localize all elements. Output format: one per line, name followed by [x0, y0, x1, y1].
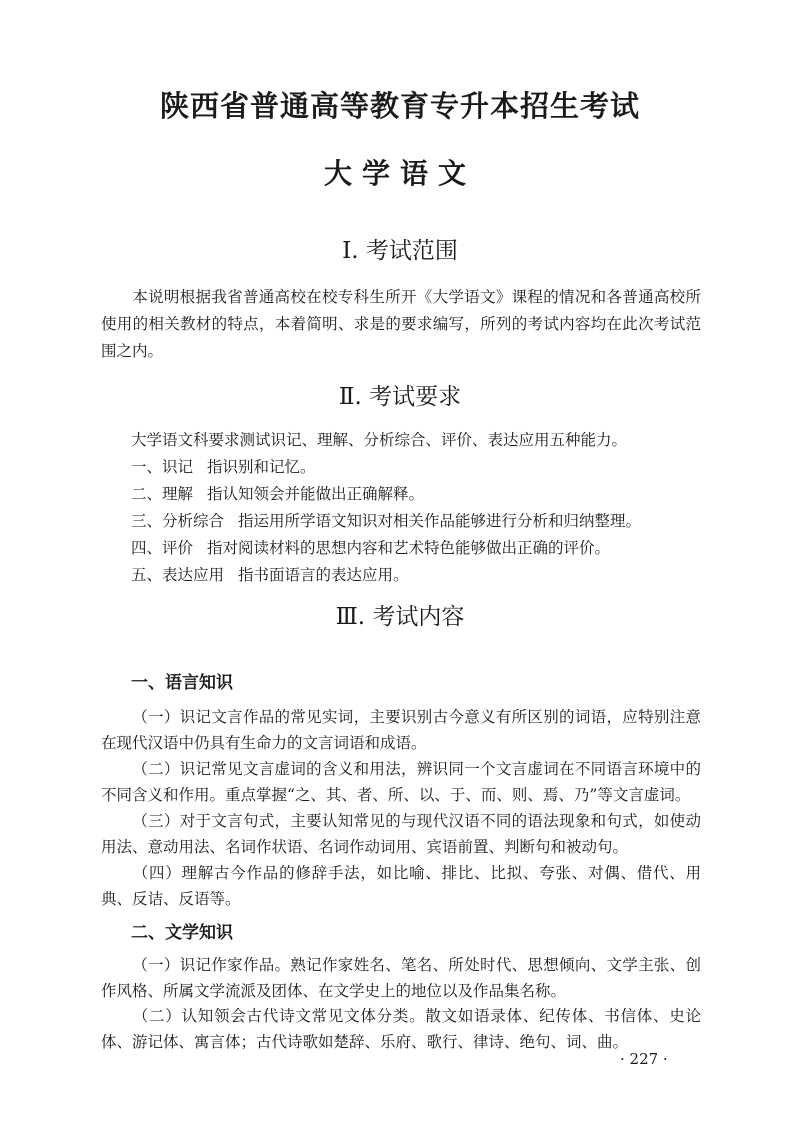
language-paragraph-text: （四）理解古今作品的修辞手法，如比喻、排比、比拟、夸张、对偶、借代、用典、反诘、反语等。 — [101, 864, 701, 908]
literature-paragraph — [101, 1003, 701, 1055]
page-number: · 227 · — [620, 1050, 668, 1068]
literature-paragraph-text: （二）认知领会古代诗文常见文体分类。散文如语录体、纪传体、书信体、史论体、游记体、寓言体；古代诗歌如楚辞、乐府、歌行、律诗、绝句、词、曲。 — [101, 1007, 701, 1051]
subsection-heading-literature: 二、文学知识 — [131, 923, 233, 943]
requirement-desc: 指运用所学语文知识对相关作品能够进行分析和归纳整理。 — [238, 512, 642, 530]
requirement-term: 五、表达应用 — [131, 566, 225, 584]
requirement-term: 二、理解 — [131, 485, 194, 503]
language-paragraph — [101, 704, 701, 756]
requirement-term: 三、分析综合 — [131, 512, 225, 530]
requirement-desc: 指认知领会并能做出正确解释。 — [207, 485, 425, 503]
requirement-item — [131, 454, 711, 481]
section-heading-content: Ⅲ. 考试内容 — [335, 604, 465, 630]
subject-title: 大学语文 — [323, 157, 476, 190]
language-paragraph — [101, 860, 701, 912]
subsection-heading-language: 一、语言知识 — [131, 673, 233, 693]
requirement-desc: 指对阅读材料的思想内容和艺术特色能够做出正确的评价。 — [207, 539, 611, 557]
requirements-intro: 大学语文科要求测试识记、理解、分析综合、评价、表达应用五种能力。 — [131, 431, 628, 449]
requirement-desc: 指识别和记忆。 — [207, 458, 316, 476]
section-heading-scope: Ⅰ. 考试范围 — [342, 238, 458, 264]
requirement-item — [131, 562, 711, 589]
language-paragraph-text: （三）对于文言句式，主要认知常见的与现代汉语不同的语法现象和句式，如使动用法、意动用法、名词作状语、名词作动词用、宾语前置、判断句和被动句。 — [101, 812, 701, 856]
language-paragraph — [101, 808, 701, 860]
scope-paragraph-text: 本说明根据我省普通高校在校专科生所开《大学语文》课程的情况和各普通高校所使用的相关教材的特点，本着简明、求是的要求编写，所列的考试内容均在此次考试范围之内。 — [101, 288, 701, 360]
requirement-term: 一、识记 — [131, 458, 194, 476]
language-paragraph-text: （一）识记文言作品的常见实词，主要识别古今意义有所区别的词语，应特别注意在现代汉语中仍具有生命力的文言词语和成语。 — [101, 708, 701, 752]
language-paragraph-text: （二）识记常见文言虚词的含义和用法，辨识同一个文言虚词在不同语言环境中的不同含义和作用。重点掌握“之、其、者、所、以、于、而、则、焉、乃”等文言虚词。 — [101, 760, 701, 804]
requirement-item — [131, 535, 711, 562]
document-main-title: 陕西省普通高等教育专升本招生考试 — [159, 89, 640, 123]
requirement-item — [131, 481, 711, 508]
literature-paragraph-text: （一）识记作家作品。熟记作家姓名、笔名、所处时代、思想倾向、文学主张、创作风格、所属文学流派及团体、在文学史上的地位以及作品集名称。 — [101, 956, 701, 1000]
requirement-item — [131, 508, 711, 535]
requirements-list — [131, 427, 711, 589]
scope-paragraph — [101, 284, 701, 365]
section-heading-requirements: Ⅱ. 考试要求 — [338, 384, 462, 410]
requirement-desc: 指书面语言的表达应用。 — [238, 566, 409, 584]
literature-paragraph — [101, 952, 701, 1004]
requirement-term: 四、评价 — [131, 539, 194, 557]
language-paragraph — [101, 756, 701, 808]
